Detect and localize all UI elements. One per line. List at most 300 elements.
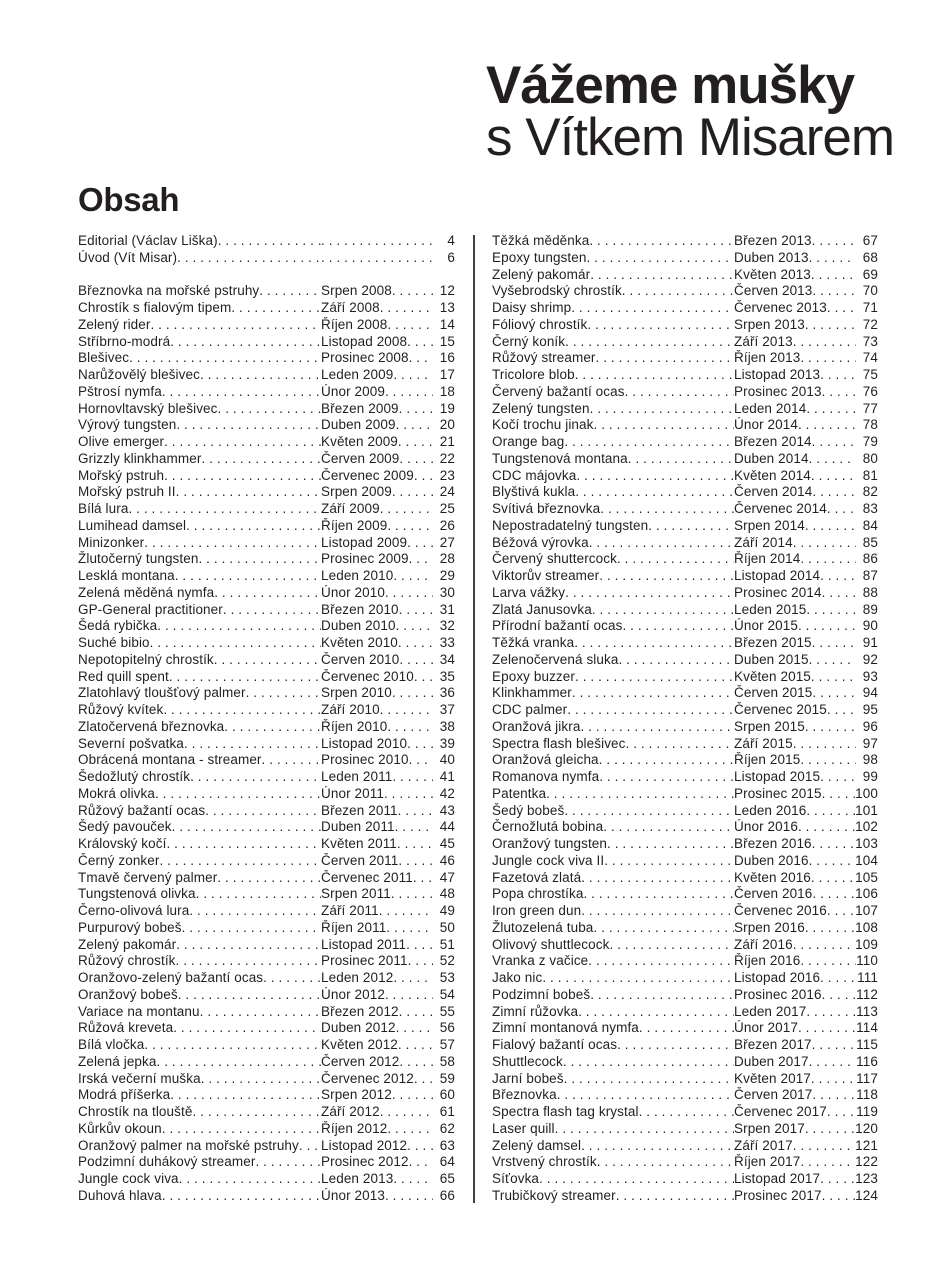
toc-entry (492, 685, 878, 702)
dot-leader (189, 903, 321, 920)
toc-entry-ref-cell (321, 367, 455, 384)
dot-leader (800, 953, 856, 970)
entry-month: Březen 2016 (734, 836, 812, 851)
toc-entry (78, 401, 455, 418)
toc-entry (492, 618, 878, 635)
dot-leader (820, 769, 856, 786)
toc-entry-ref-cell (321, 803, 455, 820)
entry-month: Prosinec 2016 (734, 986, 822, 1002)
toc-entry-ref-cell (734, 451, 878, 468)
entry-page-number: 84 (862, 517, 878, 533)
entry-month: Leden 2010 (321, 568, 394, 583)
toc-entry-ref-cell (734, 501, 878, 518)
entry-title: Šedý pavouček (78, 819, 172, 835)
toc-entry (492, 752, 878, 769)
entry-month: Únor 2010 (321, 584, 385, 600)
dot-leader (800, 752, 856, 769)
toc-entry (492, 1154, 878, 1171)
toc-entry (492, 836, 878, 853)
toc-entry (492, 233, 878, 250)
dot-leader (262, 752, 321, 769)
entry-month: Leden 2012 (321, 970, 394, 985)
entry-month: Srpen 2009 (321, 484, 392, 500)
dot-leader (639, 1104, 734, 1121)
toc-entry-ref-cell (734, 1020, 878, 1037)
toc-entry-title-cell (492, 669, 734, 686)
toc-entry (492, 803, 878, 820)
entry-title: Bílá lura (78, 501, 129, 516)
toc-entry-title-cell (78, 987, 321, 1004)
column-divider-rule (473, 235, 475, 1203)
toc-entry-ref-cell (321, 602, 455, 619)
toc-entry (492, 551, 878, 568)
toc-entry-ref-cell (321, 250, 455, 267)
toc-entry-title-cell (78, 367, 321, 384)
entry-page-number: 25 (439, 501, 455, 516)
dot-leader (398, 434, 433, 451)
dot-leader (811, 468, 856, 485)
toc-columns (78, 233, 878, 1205)
entry-page-number: 55 (439, 1003, 455, 1019)
toc-entry-title-cell (492, 1071, 734, 1088)
dot-leader (407, 736, 433, 753)
toc-entry (492, 451, 878, 468)
toc-entry-title-cell (492, 1154, 734, 1171)
entry-month: Leden 2014 (734, 400, 807, 416)
entry-title: Černo-olivová lura (78, 903, 190, 918)
dot-leader (820, 1171, 855, 1188)
toc-entry-title-cell (492, 786, 734, 803)
entry-page-number: 48 (439, 886, 455, 902)
toc-entry-ref-cell (321, 652, 455, 669)
entry-title: Narůžovělý blešivec (78, 367, 200, 382)
toc-entry-title-cell (78, 1138, 321, 1155)
entry-title: Jarní bobeš (492, 1070, 564, 1086)
entry-title: Oranžovo-zelený bažantí ocas (78, 970, 264, 985)
dot-leader (594, 417, 735, 434)
entry-month: Květen 2016 (734, 869, 811, 885)
toc-entry-ref-cell (734, 1188, 878, 1205)
dot-leader (414, 1071, 433, 1088)
toc-column-right (492, 233, 878, 1205)
entry-page-number: 60 (439, 1087, 455, 1103)
dot-leader (200, 367, 321, 384)
entry-title: Nepostradatelný tungsten (492, 517, 649, 533)
toc-entry-ref-cell (321, 937, 455, 954)
toc-entry-ref-cell (734, 736, 878, 753)
entry-page-number: 114 (856, 1020, 878, 1036)
entry-month: Prosinec 2010 (321, 752, 409, 768)
toc-entry-title-cell (492, 434, 734, 451)
entry-month: Září 2014 (734, 534, 793, 550)
toc-entry-ref-cell (734, 468, 878, 485)
entry-page-number: 53 (439, 970, 455, 985)
toc-entry-ref-cell (321, 618, 455, 635)
dot-leader (321, 250, 433, 267)
dot-leader (827, 702, 856, 719)
entry-page-number: 93 (862, 668, 878, 684)
dot-leader (565, 334, 734, 351)
entry-month: Říjen 2012 (321, 1120, 388, 1136)
toc-entry-ref-cell (734, 853, 878, 870)
toc-entry-title-cell (78, 819, 321, 836)
entry-title: Lesklá montana (78, 568, 175, 583)
toc-entry (78, 434, 455, 451)
entry-title: Zelenočervená sluka (492, 651, 619, 667)
entry-page-number: 44 (439, 819, 455, 835)
entry-month: Květen 2012 (321, 1037, 398, 1052)
entry-page-number: 116 (856, 1053, 878, 1069)
entry-title: Editorial (Václav Liška) (78, 233, 218, 248)
toc-entry (78, 1104, 455, 1121)
toc-entry (492, 350, 878, 367)
dot-leader (581, 870, 734, 887)
entry-month: Září 2011 (321, 903, 379, 918)
entry-page-number: 40 (439, 752, 455, 768)
toc-entry (492, 853, 878, 870)
dot-leader (581, 1138, 734, 1155)
dot-leader (827, 903, 855, 920)
entry-page-number: 13 (439, 300, 455, 315)
toc-entry (492, 719, 878, 736)
toc-entry-ref-cell (321, 920, 455, 937)
dot-leader (812, 635, 856, 652)
entry-page-number: 106 (855, 886, 878, 902)
dot-leader (172, 819, 321, 836)
toc-entry-title-cell (78, 1087, 321, 1104)
entry-month: Květen 2011 (321, 836, 397, 851)
entry-month: Květen 2017 (734, 1070, 811, 1086)
toc-entry-title-cell (78, 736, 321, 753)
toc-entry (492, 1054, 878, 1071)
toc-entry-ref-cell (321, 970, 455, 987)
entry-page-number: 52 (439, 953, 455, 969)
toc-entry-title-cell (492, 334, 734, 351)
toc-entry (78, 903, 455, 920)
entry-page-number: 77 (862, 400, 878, 416)
toc-entry-ref-cell (321, 1037, 455, 1054)
toc-entry-title-cell (492, 401, 734, 418)
toc-entry-ref-cell (734, 384, 878, 401)
toc-entry (78, 317, 455, 334)
dot-leader (150, 635, 321, 652)
entry-title: Březnovka na mořské pstruhy (78, 283, 260, 299)
entry-page-number: 16 (439, 350, 455, 366)
entry-title: Irská večerní muška (78, 1070, 201, 1086)
toc-entry (492, 267, 878, 284)
dot-leader (575, 669, 734, 686)
toc-entry (78, 518, 455, 535)
entry-page-number: 110 (856, 953, 878, 969)
entry-month: Říjen 2017 (734, 1154, 801, 1170)
toc-entry (78, 803, 455, 820)
dot-leader (809, 853, 856, 870)
entry-page-number: 90 (862, 618, 878, 634)
entry-title: Černožlutá bobina (492, 819, 604, 835)
entry-page-number: 65 (439, 1171, 455, 1186)
dot-leader (399, 401, 433, 418)
toc-entry-title-cell (78, 652, 321, 669)
toc-entry (78, 484, 455, 501)
toc-entry-title-cell (78, 920, 321, 937)
toc-entry-ref-cell (321, 987, 455, 1004)
entry-title: Podzimní duhákový streamer (78, 1154, 256, 1170)
entry-title: Fialový bažantí ocas (492, 1037, 618, 1052)
toc-entry-title-cell (492, 903, 734, 920)
toc-entry-title-cell (78, 1104, 321, 1121)
entry-month: Duben 2016 (734, 852, 809, 868)
dot-leader (798, 417, 856, 434)
toc-entry-ref-cell (321, 1154, 455, 1171)
dot-leader (186, 518, 321, 535)
toc-entry (492, 602, 878, 619)
entry-month: Duben 2014 (734, 450, 809, 466)
toc-entry (492, 501, 878, 518)
dot-leader (144, 535, 321, 552)
dot-leader (571, 300, 734, 317)
entry-page-number: 121 (855, 1137, 878, 1153)
entry-month: Červen 2016 (734, 886, 813, 902)
toc-entry (492, 367, 878, 384)
entry-title: Tungstenová olivka (78, 886, 196, 902)
toc-entry-title-cell (492, 752, 734, 769)
toc-entry (78, 602, 455, 619)
dot-leader (599, 568, 734, 585)
toc-entry-title-cell (492, 920, 734, 937)
entry-page-number: 75 (862, 367, 878, 382)
dot-leader (217, 870, 321, 887)
dot-leader (380, 1104, 433, 1121)
entry-month: Březen 2012 (321, 1003, 399, 1019)
toc-entry-ref-cell (734, 702, 878, 719)
entry-page-number: 97 (862, 735, 878, 751)
dot-leader (408, 953, 433, 970)
toc-entry-title-cell (78, 451, 321, 468)
entry-page-number: 39 (439, 735, 455, 751)
toc-entry-title-cell (492, 1020, 734, 1037)
toc-entry-ref-cell (734, 803, 878, 820)
dot-leader (805, 719, 856, 736)
entry-month: Únor 2014 (734, 417, 798, 433)
dot-leader (809, 250, 856, 267)
toc-entry-ref-cell (734, 568, 878, 585)
toc-entry-title-cell (78, 903, 321, 920)
dot-leader (176, 953, 321, 970)
toc-entry (78, 618, 455, 635)
dot-leader (793, 736, 856, 753)
entry-month: Listopad 2010 (321, 735, 408, 751)
toc-entry-ref-cell (734, 317, 878, 334)
entry-month: Listopad 2009 (321, 534, 408, 550)
dot-leader (385, 585, 433, 602)
toc-entry-title-cell (492, 719, 734, 736)
toc-entry-title-cell (78, 250, 321, 267)
toc-entry-ref-cell (734, 1087, 878, 1104)
entry-title: Obrácená montana - streamer (78, 752, 262, 768)
dot-leader (806, 401, 856, 418)
toc-entry (78, 1004, 455, 1021)
entry-title: Oranžová jikra (492, 718, 581, 734)
dot-leader (600, 501, 734, 518)
toc-entry-title-cell (78, 417, 321, 434)
dot-leader (380, 702, 433, 719)
entry-title: Duhová hlava (78, 1187, 162, 1203)
entry-title: Orange bag (492, 434, 565, 449)
toc-entry-ref-cell (734, 334, 878, 351)
toc-entry-ref-cell (321, 535, 455, 552)
entry-page-number: 19 (439, 400, 455, 416)
entry-month: Únor 2013 (321, 1187, 385, 1203)
toc-entry-ref-cell (321, 401, 455, 418)
dot-leader (805, 1121, 855, 1138)
toc-entry (78, 551, 455, 568)
dot-leader (396, 618, 433, 635)
dot-leader (201, 1071, 321, 1088)
entry-month: Březen 2009 (321, 400, 399, 416)
toc-entry (492, 1188, 878, 1205)
entry-title: Klinkhammer (492, 685, 572, 701)
entry-month: Březen 2011 (321, 802, 398, 818)
toc-entry-ref-cell (321, 1087, 455, 1104)
entry-title: Purpurový bobeš (78, 919, 182, 935)
toc-entry (492, 953, 878, 970)
entry-title: Stříbrno-modrá (78, 333, 171, 349)
toc-entry-title-cell (78, 233, 321, 250)
entry-page-number: 57 (439, 1037, 455, 1052)
toc-entry-ref-cell (321, 853, 455, 870)
entry-title: Blyštivá kukla (492, 484, 576, 500)
toc-entry-title-cell (78, 283, 321, 300)
toc-entry-title-cell (492, 953, 734, 970)
entry-title: Šedá rybička (78, 618, 158, 634)
toc-entry (492, 300, 878, 317)
dot-leader (798, 819, 855, 836)
dot-leader (255, 1154, 321, 1171)
entry-page-number: 38 (439, 718, 455, 734)
dot-leader (820, 367, 856, 384)
toc-entry-ref-cell (321, 1071, 455, 1088)
toc-entry (78, 669, 455, 686)
toc-entry-ref-cell (321, 1020, 455, 1037)
dot-leader (811, 267, 856, 284)
toc-entry-title-cell (78, 585, 321, 602)
toc-entry (78, 1087, 455, 1104)
toc-column-left (78, 233, 455, 1205)
toc-entry-title-cell (492, 551, 734, 568)
dot-leader (811, 669, 856, 686)
entry-month: Srpen 2011 (321, 886, 391, 902)
entry-page-number: 24 (439, 484, 455, 500)
entry-month: Duben 2012 (321, 1020, 396, 1036)
entry-page-number: 6 (447, 249, 455, 265)
entry-title: Spectra flash tag krystal (492, 1104, 639, 1119)
dot-leader (805, 518, 856, 535)
dot-leader (588, 953, 734, 970)
toc-entry-ref-cell (321, 1104, 455, 1121)
entry-title: Iron green dun (492, 903, 582, 918)
toc-entry-title-cell (492, 484, 734, 501)
toc-entry-ref-cell (321, 334, 455, 351)
toc-entry (492, 669, 878, 686)
toc-entry-ref-cell (734, 786, 878, 803)
dot-leader (385, 987, 433, 1004)
toc-entry (78, 920, 455, 937)
entry-page-number: 76 (862, 383, 878, 399)
entry-month: Leden 2009 (321, 367, 394, 382)
entry-month: Červenec 2012 (321, 1070, 414, 1086)
dot-leader (192, 1104, 321, 1121)
dot-leader (822, 987, 856, 1004)
toc-entry-ref-cell (734, 233, 878, 250)
dot-leader (392, 283, 433, 300)
dot-leader (542, 970, 734, 987)
entry-month: Únor 2012 (321, 986, 385, 1002)
entry-page-number: 35 (439, 668, 455, 684)
toc-entry-title-cell (492, 685, 734, 702)
toc-entry-ref-cell (734, 250, 878, 267)
dot-leader (128, 501, 321, 518)
toc-entry-ref-cell (734, 719, 878, 736)
dot-leader (626, 736, 734, 753)
toc-entry-ref-cell (734, 669, 878, 686)
toc-entry-ref-cell (734, 1138, 878, 1155)
toc-entry (492, 937, 878, 954)
dot-leader (399, 602, 433, 619)
entry-page-number: 20 (439, 417, 455, 433)
entry-title: Tricolore blob (492, 367, 575, 382)
dot-leader (827, 501, 856, 518)
toc-entry-ref-cell (321, 585, 455, 602)
entry-title: CDC palmer (492, 702, 568, 717)
entry-page-number: 51 (439, 936, 455, 952)
entry-month: Duben 2009 (321, 417, 396, 433)
toc-entry-ref-cell (321, 886, 455, 903)
dot-leader (164, 468, 321, 485)
entry-month: Červen 2011 (321, 852, 399, 868)
dot-leader (414, 468, 433, 485)
toc-entry (492, 970, 878, 987)
dot-leader (574, 635, 734, 652)
toc-entry-title-cell (78, 1054, 321, 1071)
entry-month: Srpen 2016 (734, 919, 805, 935)
toc-entry (78, 635, 455, 652)
toc-entry-ref-cell (734, 1121, 878, 1138)
entry-title: Béžová výrovka (492, 534, 589, 550)
dot-leader (793, 334, 856, 351)
entry-page-number: 81 (862, 467, 878, 483)
dot-leader (806, 602, 856, 619)
entry-page-number: 113 (856, 1003, 878, 1019)
dot-leader (387, 518, 433, 535)
dot-leader (648, 518, 734, 535)
toc-entry-ref-cell (321, 953, 455, 970)
dot-leader (218, 233, 321, 250)
entry-month: Září 2010 (321, 702, 380, 717)
dot-leader (800, 551, 856, 568)
entry-month: Září 2017 (734, 1137, 793, 1153)
toc-entry-title-cell (492, 1138, 734, 1155)
entry-month: Listopad 2014 (734, 568, 821, 583)
entry-page-number: 108 (855, 919, 878, 935)
toc-entry (492, 1171, 878, 1188)
toc-entry (492, 987, 878, 1004)
toc-entry (492, 568, 878, 585)
entry-month: Červenec 2010 (321, 668, 414, 684)
dot-leader (592, 602, 734, 619)
toc-entry-ref-cell (321, 451, 455, 468)
toc-heading: Obsah (78, 181, 180, 218)
toc-entry-title-cell (492, 836, 734, 853)
